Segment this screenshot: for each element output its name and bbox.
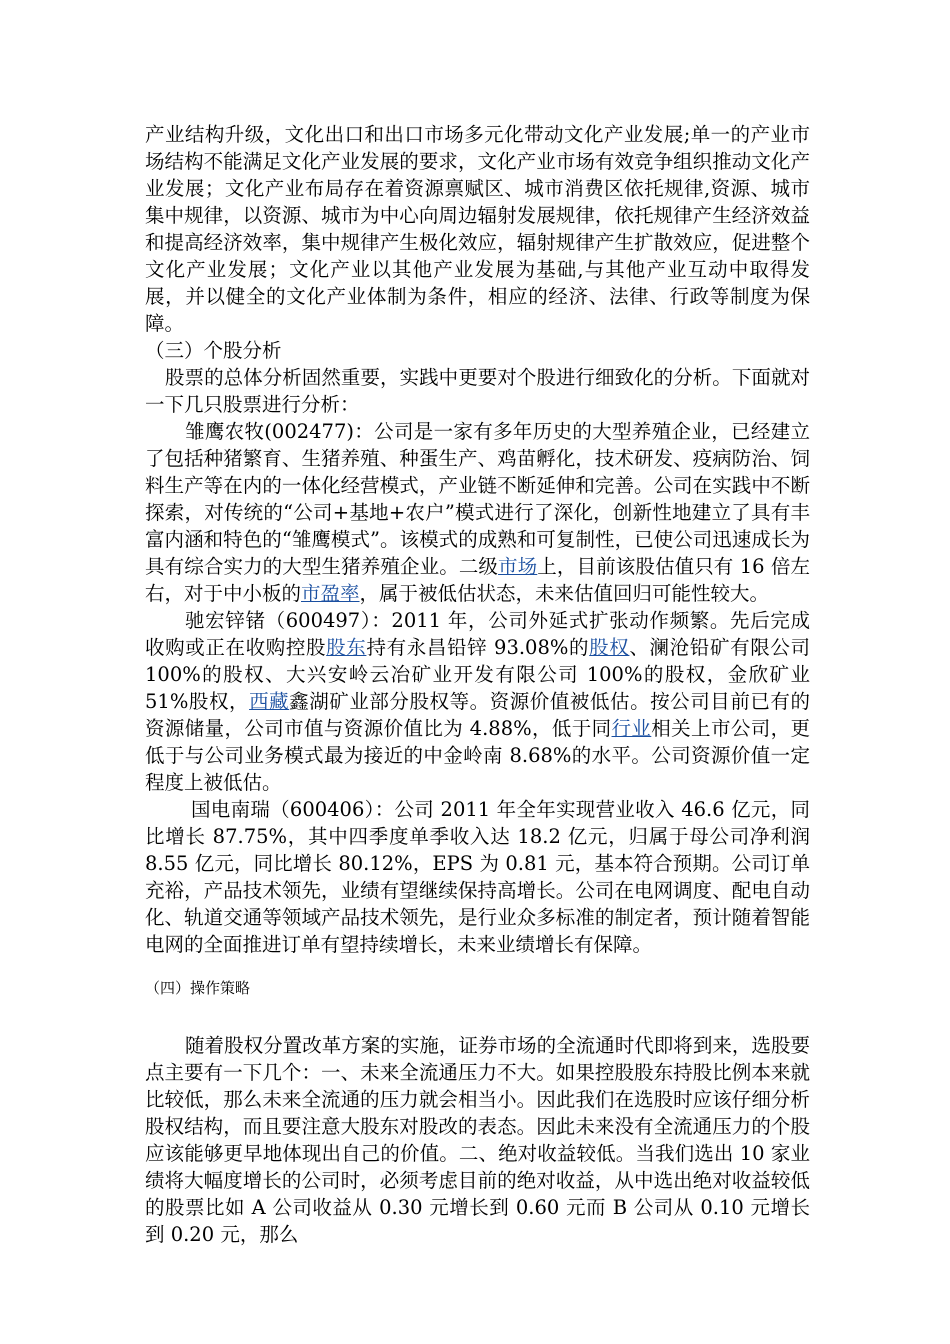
text-run: 上，目前该股估值只有 16 倍左右，对于中小板的 bbox=[145, 555, 810, 605]
link-industry[interactable]: 行业 bbox=[611, 717, 652, 740]
link-tibet[interactable]: 西藏 bbox=[249, 690, 290, 713]
link-pe-ratio[interactable]: 市盈率 bbox=[301, 582, 360, 605]
text-run: 相关上市公司，更低于与公司业务模式最为接近的中金岭南 8.68%的水平。公司资源价值一定程度上被低估。 bbox=[145, 717, 810, 794]
paragraph-chuying bbox=[145, 418, 810, 607]
text-run: 鑫湖矿业部分股权等。资源价值被低估。按公司目前已有的资源储量，公司市值与资源价值比为 4.88%，低于同 bbox=[145, 690, 810, 740]
text-run: 持有永昌铅锌 93.08%的 bbox=[366, 636, 590, 659]
paragraph-chihong bbox=[145, 607, 810, 796]
text-run: 雏鹰农牧(002477)：公司是一家有多年历史的大型养殖企业，已经建立了包括种猪繁育、生猪养殖、种蛋生产、鸡苗孵化，技术研发、疫病防治、饲料生产等在内的一体化经营模式，产业链不断延伸和完善。公司在实践中不断探索，对传统的“公司+基地+农户”模式进行了深化，创新性地建立了具有丰富内涵和特色的“雏鹰模式”。该模式的成熟和可复制性，已使公司迅速成长为具有综合实力的大型生猪养殖企业。二级 bbox=[145, 420, 810, 578]
link-shareholder[interactable]: 股东 bbox=[326, 636, 367, 659]
section-heading-strategy: （四）操作策略 bbox=[145, 979, 251, 997]
paragraph-nari: 国电南瑞（600406）：公司 2011 年全年实现营业收入 46.6 亿元，同比增长 87.75%，其中四季度单季收入达 18.2 亿元，归属于母公司净利润 8.55 亿元，同比增长 80.12%，EPS 为 0.81 元，基本符合预期。公司订单充裕，产品技术领先，业绩有望继续保持高增长。公司在电网调度、配电自动化、轨道交通等领域产品技术领先，是行业众多标准的制定者，预计随着智能电网的全面推进订单有望持续增长，未来业绩增长有保障。 bbox=[145, 798, 810, 956]
text-run: ，属于被低估状态，未来估值回归可能性较大。 bbox=[359, 582, 770, 605]
paragraph-industry-structure: 产业结构升级，文化出口和出口市场多元化带动文化产业发展;单一的产业市场结构不能满足文化产业发展的要求，文化产业市场有效竞争组织推动文化产业发展；文化产业布局存在着资源禀赋区、城市消费区依托规律,资源、城市集中规律，以资源、城市为中心向周边辐射发展规律，依托规律产生经济效益和提高经济效率，集中规律产生极化效应，辐射规律产生扩散效应，促进整个文化产业发展；文化产业以其他产业发展为基础,与其他产业互动中取得发展，并以健全的文化产业体制为条件，相应的经济、法律、行政等制度为保障。 bbox=[145, 123, 810, 335]
text-run: 驰宏锌锗（600497）：2011 年，公司外延式扩张动作频繁。先后完成收购或正在收购控股 bbox=[145, 609, 810, 659]
section-heading-stock-analysis: （三）个股分析 bbox=[145, 339, 282, 362]
document-body bbox=[145, 121, 810, 1248]
link-market[interactable]: 市场 bbox=[498, 555, 538, 578]
paragraph-intro: 股票的总体分析固然重要，实践中更要对个股进行细致化的分析。下面就对一下几只股票进行分析： bbox=[145, 366, 810, 416]
paragraph-strategy: 随着股权分置改革方案的实施，证券市场的全流通时代即将到来，选股要点主要有一下几个：一、未来全流通压力不大。如果控股股东持股比例本来就比较低，那么未来全流通的压力就会相当小。因此我们在选股时应该仔细分析股权结构，而且要注意大股东对股改的表态。因此未来没有全流通压力的个股应该能够更早地体现出自己的价值。二、绝对收益较低。当我们选出 10 家业绩将大幅度增长的公司时，必须考虑目前的绝对收益，从中选出绝对收益较低的股票比如 A 公司收益从 0.30 元增长到 0.60 元而 B 公司从 0.10 元增长到 0.20 元，那么 bbox=[145, 1034, 810, 1246]
text-run: 、澜沧铅矿有限公司 100%的股权、大兴安岭云冶矿业开发有限公司 100%的股权，金欣矿业 51%股权， bbox=[145, 636, 810, 713]
link-equity[interactable]: 股权 bbox=[589, 636, 630, 659]
